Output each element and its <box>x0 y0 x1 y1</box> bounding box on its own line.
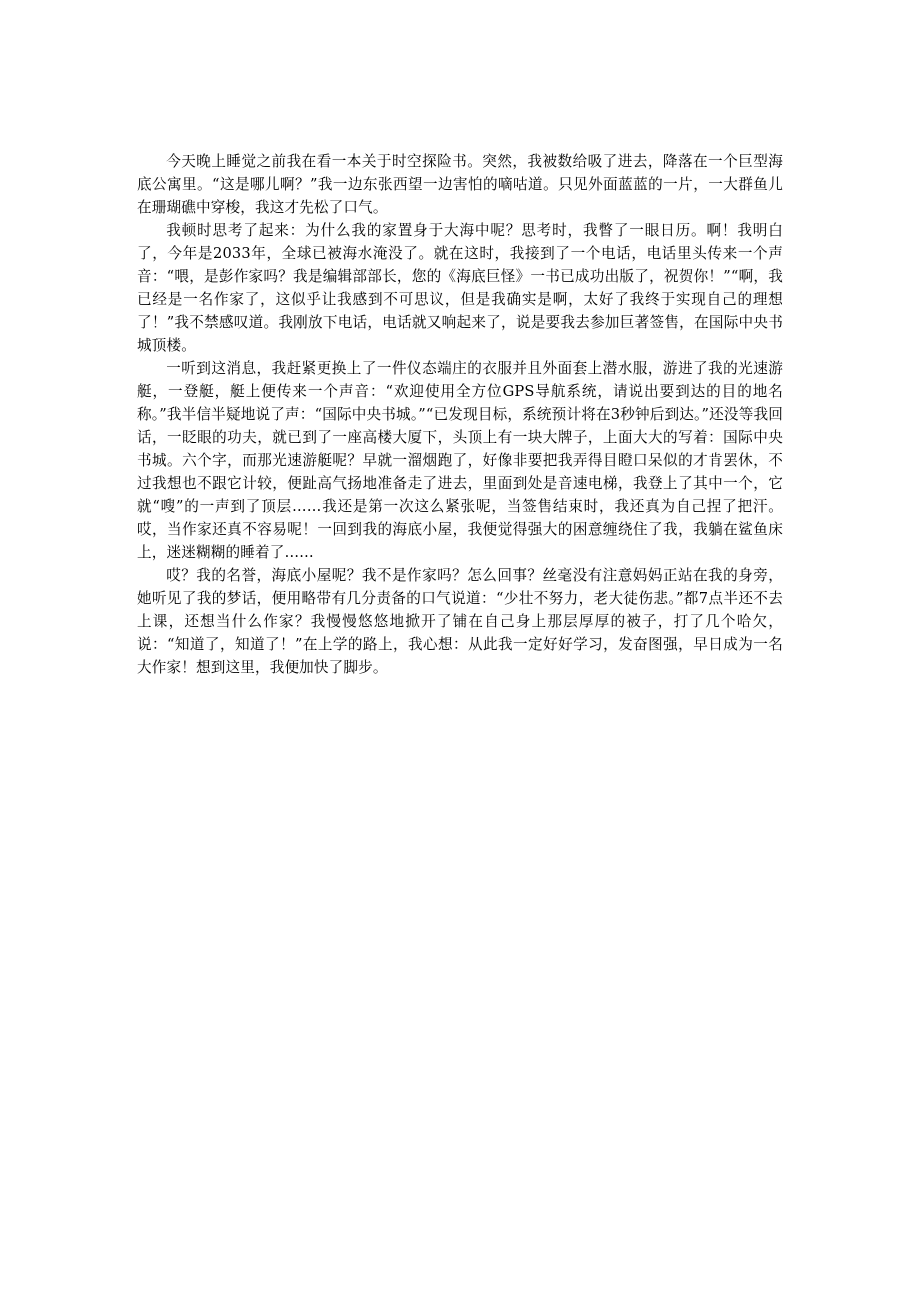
paragraph-2: 我顿时思考了起来：为什么我的家置身于大海中呢？思考时，我瞥了一眼日历。啊！我明白了，今年是2033年，全球已被海水淹没了。就在这时，我接到了一个电话，电话里头传来一个声音：“喂，是彭作家吗？我是编辑部部长，您的《海底巨怪》一书已成功出版了，祝贺你！”“啊，我已经是一名作家了，这似乎让我感到不可思议，但是我确实是啊，太好了我终于实现自己的理想了！”我不禁感叹道。我刚放下电话，电话就又响起来了，说是要我去参加巨著签售，在国际中央书城顶楼。 <box>137 222 783 354</box>
paragraph-1: 今天晚上睡觉之前我在看一本关于时空探险书。突然，我被数给吸了进去，降落在一个巨型海底公寓里。“这是哪儿啊？”我一边东张西望一边害怕的嘀咕道。只见外面蓝蓝的一片，一大群鱼儿在珊瑚礁中穿梭，我这才先松了口气。 <box>137 153 783 216</box>
paragraph-3: 一听到这消息，我赶紧更换上了一件仪态端庄的衣服并且外面套上潜水服，游进了我的光速游艇，一登艇，艇上便传来一个声音：“欢迎使用全方位GPS导航系统，请说出要到达的目的地名称。”我半信半疑地说了声：“国际中央书城。”“已发现目标，系统预计将在3秒钟后到达。”还没等我回话，一眨眼的功夫，就已到了一座高楼大厦下，头顶上有一块大牌子，上面大大的写着：国际中央书城。六个字，而那光速游艇呢？早就一溜烟跑了，好像非要把我弄得目瞪口呆似的才肯罢休，不过我想也不跟它计较，便趾高气扬地准备走了进去，里面到处是音速电梯，我登上了其中一个，它就“嗖”的一声到了顶层……我还是第一次这么紧张呢，当签售结束时，我还真为自己捏了把汗。哎，当作家还真不容易呢！一回到我的海底小屋，我便觉得强大的困意缠绕住了我，我躺在鲨鱼床上，迷迷糊糊的睡着了…… <box>137 360 783 561</box>
document-body <box>137 150 783 679</box>
paragraph-4: 哎？我的名誉，海底小屋呢？我不是作家吗？怎么回事？丝毫没有注意妈妈正站在我的身旁，她听见了我的梦话，便用略带有几分责备的口气说道：“少壮不努力，老大徒伤悲。”都7点半还不去上课，还想当什么作家？我慢慢悠悠地掀开了铺在自己身上那层厚厚的被子，打了几个哈欠，说：“知道了，知道了！”在上学的路上，我心想：从此我一定好好学习，发奋图强，早日成为一名大作家！想到这里，我便加快了脚步。 <box>137 567 783 676</box>
